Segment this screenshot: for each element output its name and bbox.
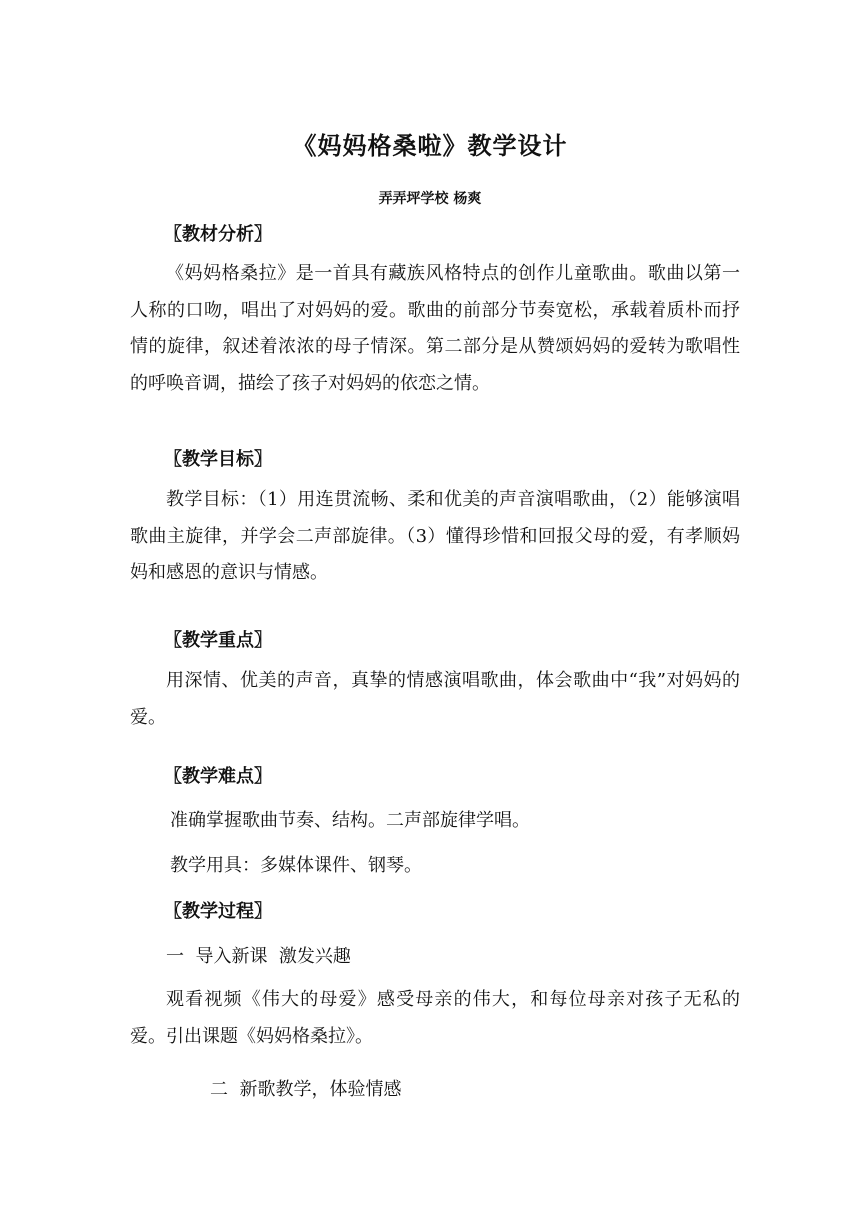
author-line: 弄弄坪学校 杨爽 xyxy=(378,191,482,207)
heading-analysis: 〖教材分析〗 xyxy=(164,224,272,245)
document-title: 《妈妈格桑啦》教学设计 xyxy=(292,132,568,160)
heading-process: 〖教学过程〗 xyxy=(164,901,272,922)
process-step1-paragraph: 观看视频《伟大的母爱》感受母亲的伟大，和每位母亲对孩子无私的爱。引出课题《妈妈格桑拉》。 xyxy=(130,989,740,1047)
difficulties-text: 准确掌握歌曲节奏、结构。二声部旋律学唱。 xyxy=(170,810,530,831)
key-points-paragraph: 用深情、优美的声音，真挚的情感演唱歌曲，体会歌曲中“我”对妈妈的爱。 xyxy=(130,670,740,728)
process-step2-title: 二 新歌教学，体验情感 xyxy=(210,1079,402,1100)
heading-goals: 〖教学目标〗 xyxy=(164,449,272,470)
heading-key-points: 〖教学重点〗 xyxy=(164,630,272,651)
goals-paragraph: 教学目标：（1）用连贯流畅、柔和优美的声音演唱歌曲，（2）能够演唱歌曲主旋律，并学会二声部旋律。（3）懂得珍惜和回报父母的爱，有孝顺妈妈和感恩的意识与情感。 xyxy=(130,489,740,583)
analysis-paragraph: 《妈妈格桑拉》是一首具有藏族风格特点的创作儿童歌曲。歌曲以第一人称的口吻，唱出了对妈妈的爱。歌曲的前部分节奏宽松，承载着质朴而抒情的旋律，叙述着浓浓的母子情深。第二部分是从赞颂妈妈的爱转为歌唱性的呼唤音调，描绘了孩子对妈妈的依恋之情。 xyxy=(130,263,740,394)
heading-difficulties: 〖教学难点〗 xyxy=(164,766,272,787)
teaching-tools-text: 教学用具：多媒体课件、钢琴。 xyxy=(170,855,422,876)
process-step1-title: 一 导入新课 激发兴趣 xyxy=(166,946,351,967)
